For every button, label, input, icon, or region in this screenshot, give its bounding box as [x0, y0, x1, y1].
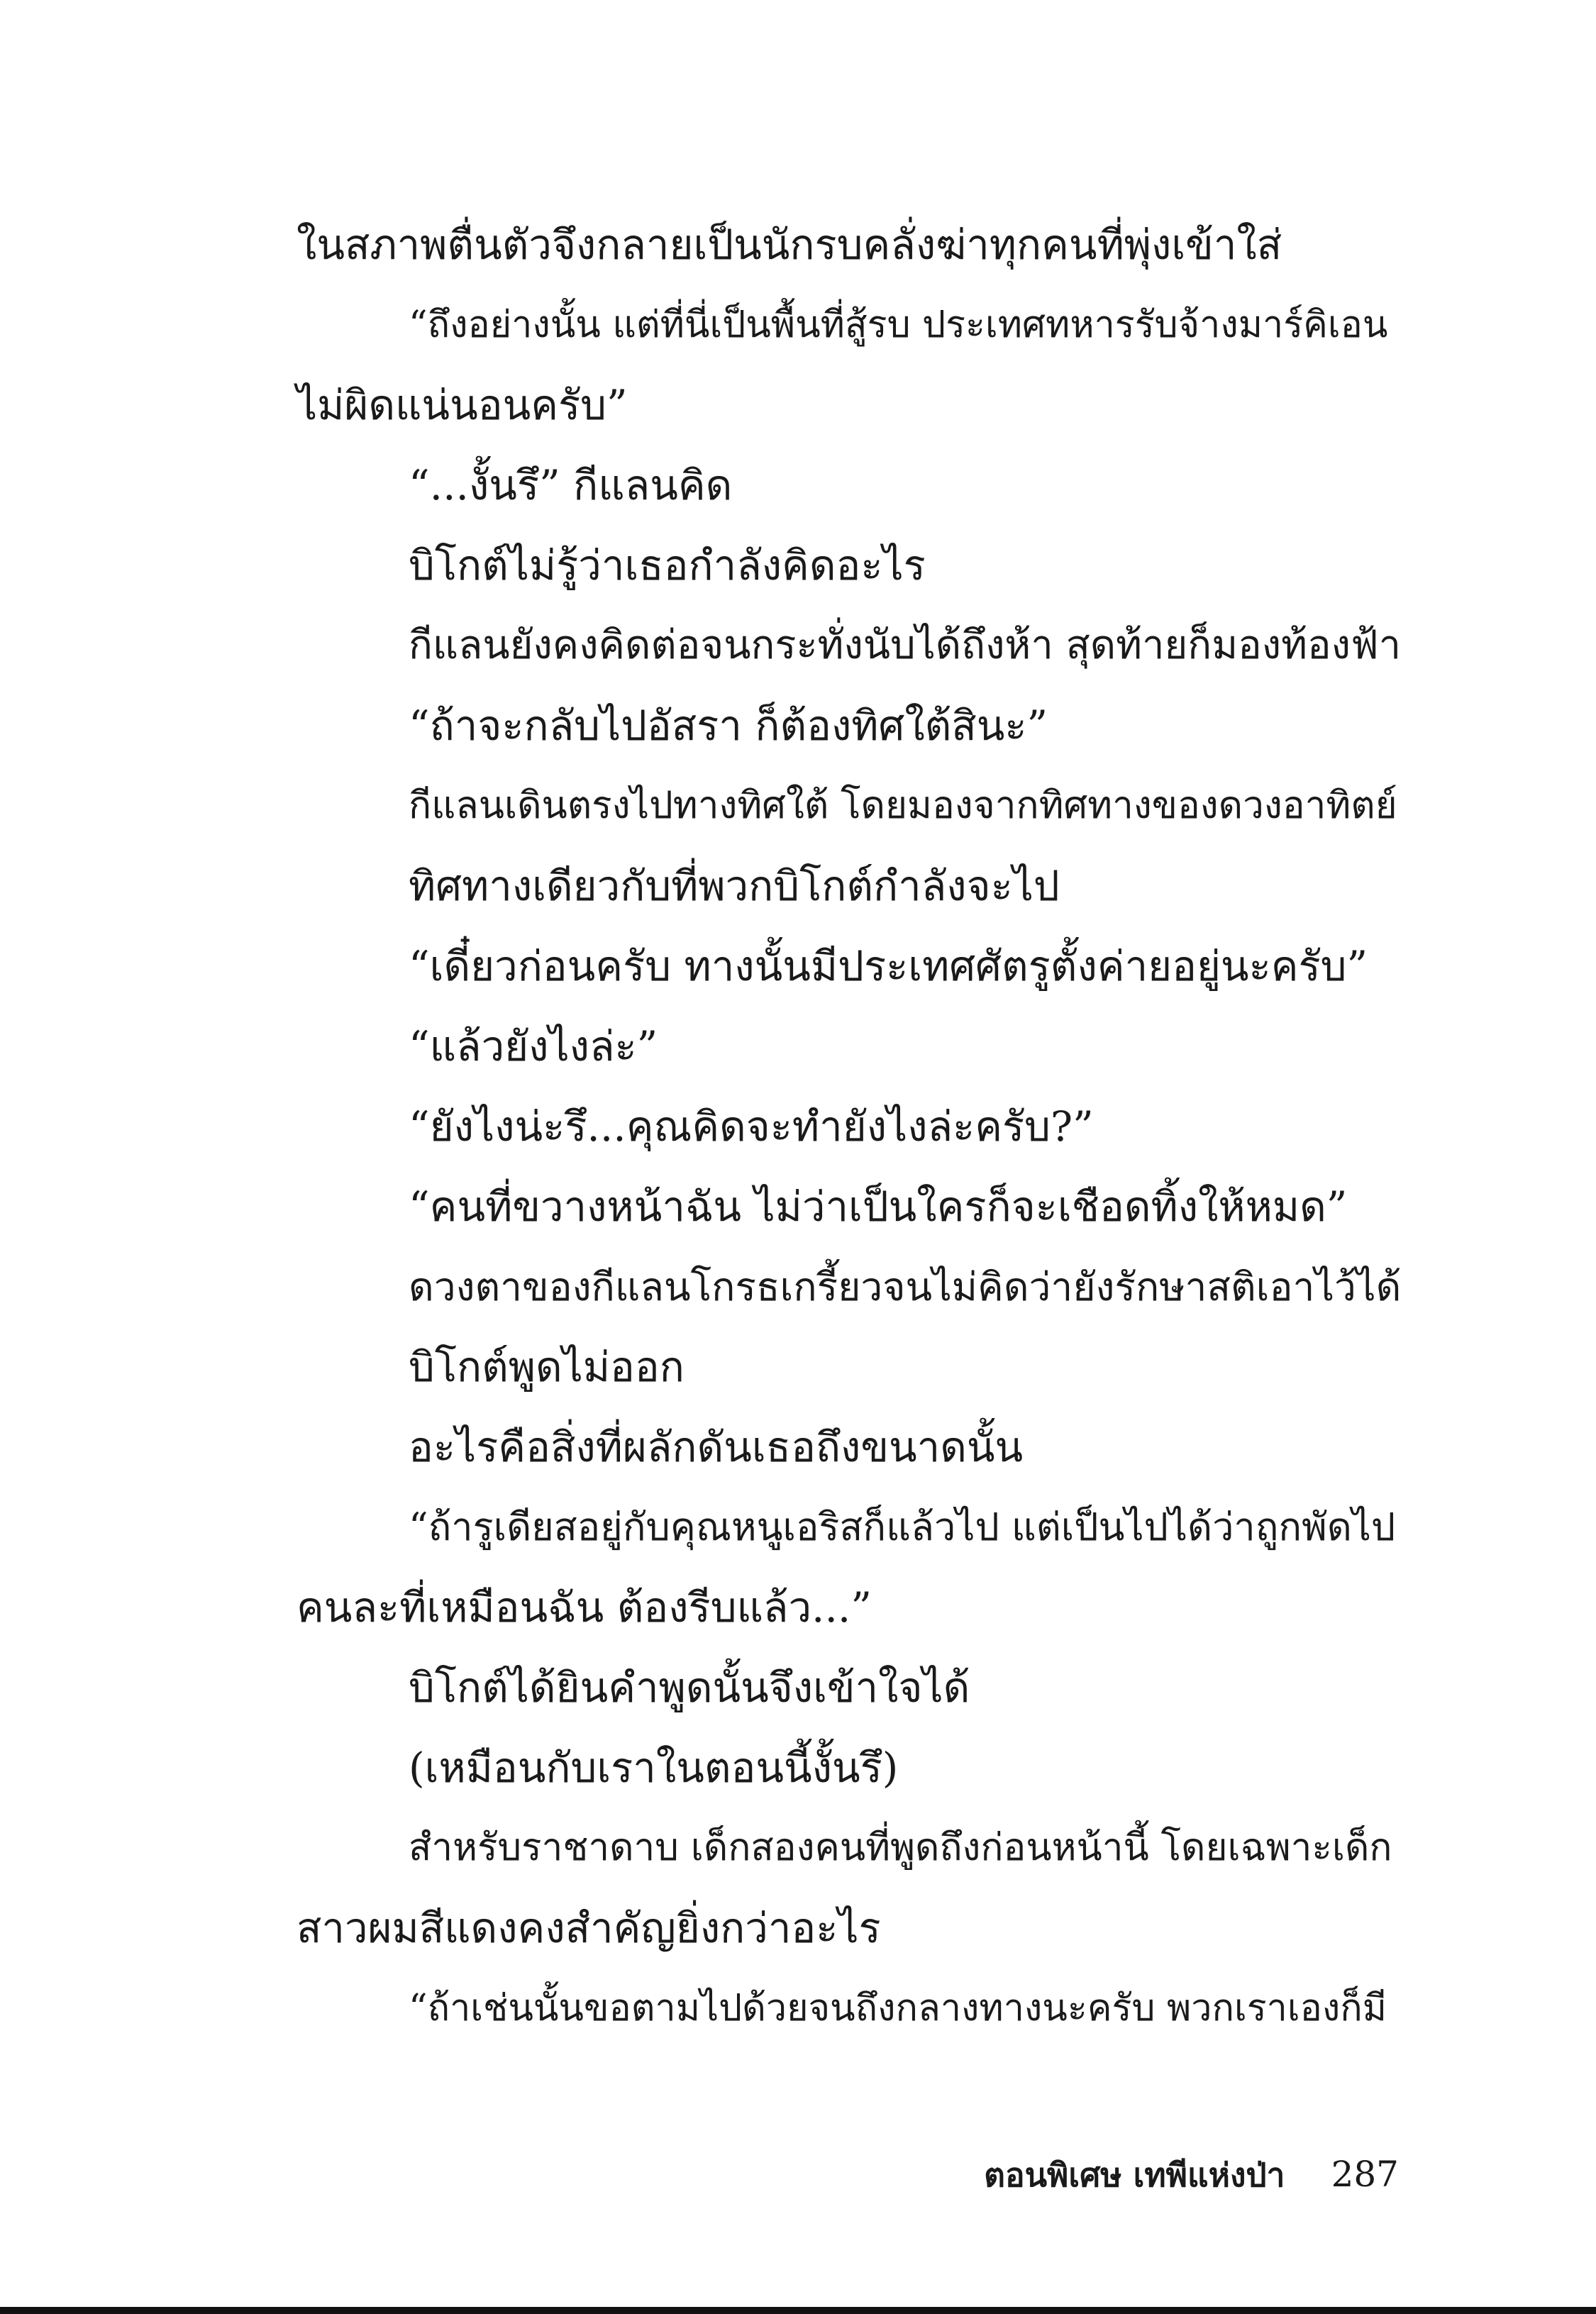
running-footer-title: ตอนพิเศษ เทพีแห่งป่า [984, 2156, 1285, 2194]
text-line: “ถึงอย่างนั้น แต่ที่นี่เป็นพื้นที่สู้รบ ประเทศทหารรับจ้างมาร์คิเอน [409, 304, 1388, 346]
text-line: “แล้วยังไงล่ะ” [409, 1022, 658, 1070]
text-line: ไม่ผิดแน่นอนครับ” [297, 381, 628, 429]
text-line: “ยังไงน่ะรึ...คุณคิดจะทำยังไงล่ะครับ?” [409, 1102, 1094, 1151]
text-line: สำหรับราชาดาบ เด็กสองคนที่พูดถึงก่อนหน้านี้ โดยเฉพาะเด็ก [409, 1826, 1392, 1869]
text-line: “เดี๋ยวก่อนครับ ทางนั้นมีประเทศศัตรูตั้งค่ายอยู่นะครับ” [409, 942, 1368, 990]
text-line: กีแลนยังคงคิดต่อจนกระทั่งนับได้ถึงห้า สุดท้ายก็มองท้องฟ้า [409, 622, 1402, 668]
text-line: คนละที่เหมือนฉัน ต้องรีบแล้ว...” [297, 1583, 872, 1632]
text-line: อะไรคือสิ่งที่ผลักดันเธอถึงขนาดนั้น [409, 1423, 1024, 1471]
text-line: กีแลนเดินตรงไปทางทิศใต้ โดยมองจากทิศทางของดวงอาทิตย์ [409, 784, 1397, 827]
text-line: บิโกต์ไม่รู้ว่าเธอกำลังคิดอะไร [409, 541, 926, 589]
text-line: บิโกต์ได้ยินคำพูดนั้นจึงเข้าใจได้ [409, 1663, 970, 1712]
text-line: “ถ้ารูเดียสอยู่กับคุณหนูเอริสก็แล้วไป แต่เป็นไปได้ว่าถูกพัดไป [409, 1505, 1396, 1549]
text-line: ดวงตาของกีแลนโกรธเกรี้ยวจนไม่คิดว่ายังรักษาสติเอาไว้ได้ [409, 1264, 1402, 1310]
text-line: ทิศทางเดียวกับที่พวกบิโกต์กำลังจะไป [409, 862, 1060, 910]
page-footer [984, 2142, 1399, 2206]
text-line: “ถ้าเช่นนั้นขอตามไปด้วยจนถึงกลางทางนะครับ พวกเราเองก็มี [409, 1987, 1387, 2030]
bottom-rule [0, 2307, 1596, 2314]
page-number: 287 [1331, 2154, 1399, 2195]
text-line: “ถ้าจะกลับไปอัสรา ก็ต้องทิศใต้สินะ” [409, 702, 1048, 750]
text-line: (เหมือนกับเราในตอนนี้งั้นรึ) [409, 1744, 899, 1792]
text-line: บิโกต์พูดไม่ออก [409, 1343, 685, 1391]
text-line: สาวผมสีแดงคงสำคัญยิ่งกว่าอะไร [297, 1904, 881, 1952]
text-line: ในสภาพตื่นตัวจึงกลายเป็นนักรบคลั่งฆ่าทุกคนที่พุ่งเข้าใส่ [297, 221, 1282, 269]
text-line: “คนที่ขวางหน้าฉัน ไม่ว่าเป็นใครก็จะเชือดทิ้งให้หมด” [409, 1183, 1348, 1231]
text-line: “...งั้นรึ” กีแลนคิด [409, 461, 733, 509]
